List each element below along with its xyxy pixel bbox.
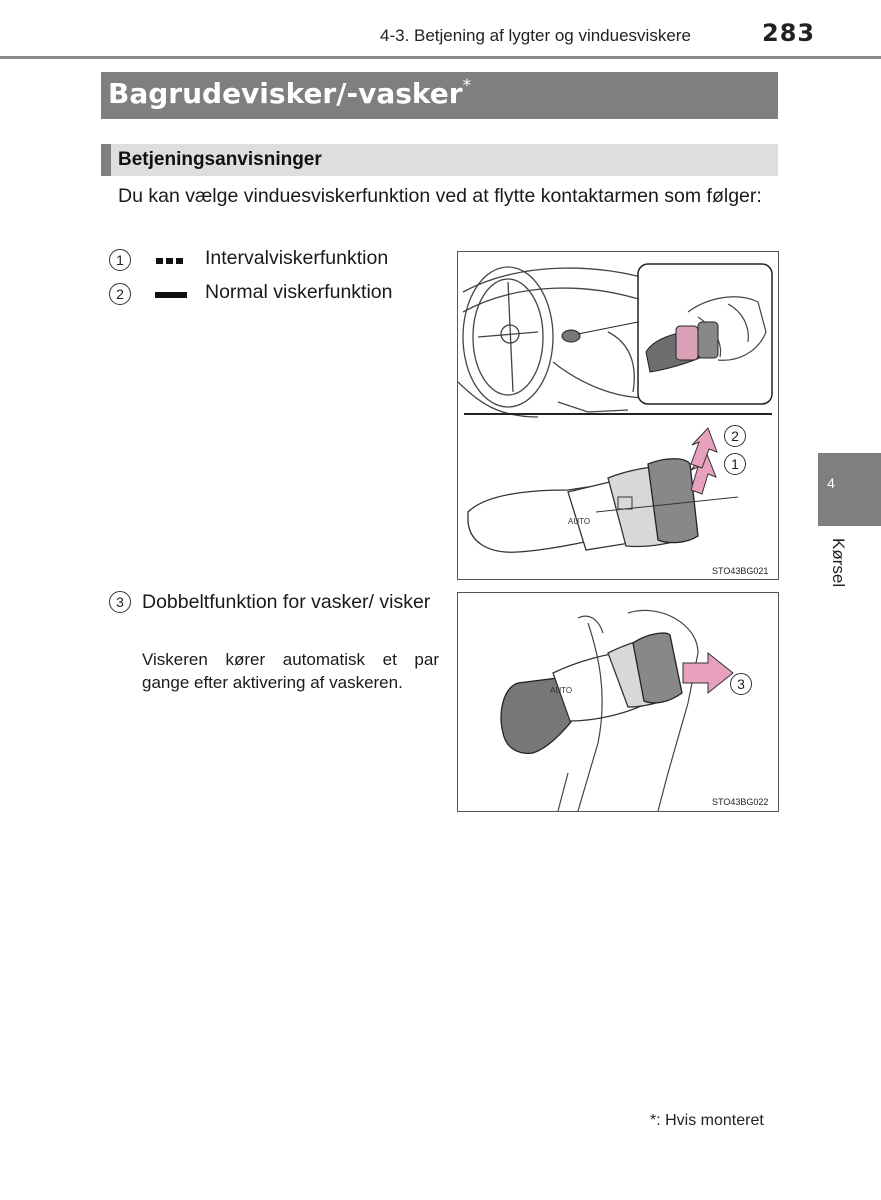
section-title [108, 77, 471, 110]
lever-auto-label-2: AUTO [550, 686, 573, 695]
page-number: 283 [762, 19, 816, 47]
chapter-label: Kørsel [829, 538, 848, 588]
item-number-2: 2 [109, 283, 131, 305]
dashed-line-icon [156, 258, 184, 264]
footnote-mark: * [650, 1112, 657, 1129]
figure-id-1: STO43BG021 [712, 566, 769, 576]
header-rule [0, 56, 881, 59]
subheading: Betjeningsanvisninger [118, 149, 322, 170]
footnote-text: : Hvis monteret [656, 1112, 764, 1129]
lever-auto-label: AUTO [568, 517, 591, 526]
item-label-1: Intervalviskerfunktion [205, 247, 389, 269]
figure-wiper-lever-positions [457, 251, 779, 580]
intro-paragraph: Du kan vælge vinduesviskerfunktion ved at flytte kontaktarmen som følger: [118, 185, 762, 207]
lever-illustration-2 [458, 593, 778, 811]
optional-equipment-mark: * [462, 75, 472, 96]
section-title-text: Bagrudevisker/-vasker [108, 77, 463, 110]
item-description-3: Viskeren kører automatisk et par gange efter aktivering af vaskeren. [142, 650, 439, 692]
subheading-accent [101, 144, 111, 176]
item-label-3: Dobbeltfunktion for vasker/ visker [142, 591, 431, 613]
callout-2: 2 [724, 425, 746, 447]
section-title-bar [101, 72, 778, 119]
item-number-1: 1 [109, 249, 131, 271]
solid-line-icon [155, 292, 187, 298]
running-header: 4-3. Betjening af lygter og vinduesviskere [380, 26, 691, 45]
item-label-2: Normal viskerfunktion [205, 281, 393, 303]
lever-illustration-1 [458, 252, 778, 579]
figure-washer-lever-pull [457, 592, 779, 812]
callout-1: 1 [724, 453, 746, 475]
chapter-number: 4 [827, 475, 835, 491]
item-number-3: 3 [109, 591, 131, 613]
subheading-bar [101, 144, 778, 176]
footnote [650, 1112, 764, 1130]
callout-3: 3 [730, 673, 752, 695]
figure-id-2: STO43BG022 [712, 797, 769, 807]
chapter-tab [818, 453, 881, 526]
